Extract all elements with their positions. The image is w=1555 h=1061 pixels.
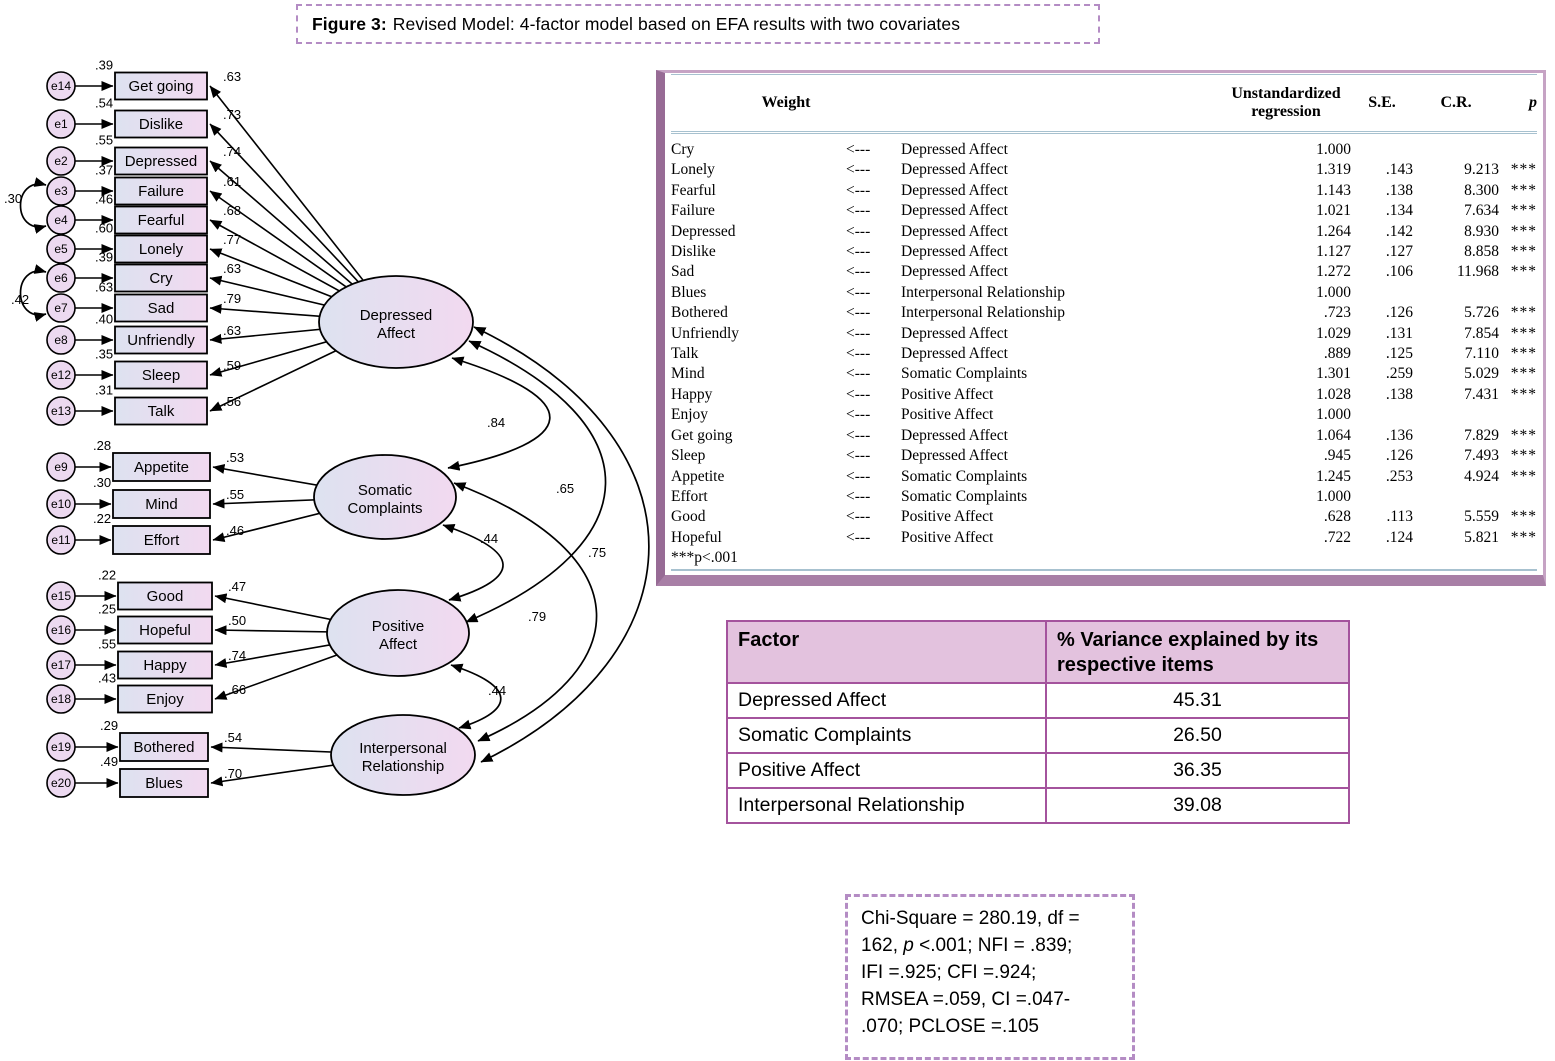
- regression-row: [671, 467, 1537, 487]
- figure-caption-label: Figure 3:: [312, 13, 387, 34]
- column-header-weight: Weight: [671, 75, 901, 133]
- cell-p: ***: [1510, 528, 1538, 546]
- cell-estimate: 1.021: [1316, 202, 1352, 220]
- cell-p: ***: [1510, 263, 1538, 281]
- figure-caption-text: Revised Model: 4-factor model based on EFA results with two covariates: [392, 13, 961, 34]
- cell-cr: 7.110: [1464, 345, 1500, 363]
- cell-cr: 11.968: [1456, 263, 1500, 281]
- standardized-loading: .53: [226, 450, 245, 465]
- cell-estimate: .889: [1323, 345, 1352, 363]
- regression-row: [671, 405, 1537, 425]
- cell-estimate: 1.064: [1316, 426, 1352, 444]
- cell-factor: Positive Affect: [901, 528, 994, 546]
- squared-multiple-correlation: .35: [95, 346, 114, 362]
- error-label: e13: [50, 404, 72, 418]
- cell-item: Blues: [671, 283, 707, 301]
- squared-multiple-correlation: .55: [98, 636, 117, 652]
- cell-item: Appetite: [671, 467, 725, 485]
- squared-multiple-correlation: .22: [93, 511, 112, 526]
- regression-row: [671, 426, 1537, 446]
- regression-row: [671, 303, 1537, 323]
- cell-factor: Depressed Affect: [901, 202, 1008, 220]
- error-label: e14: [50, 79, 72, 93]
- cell-item: Depressed: [671, 222, 736, 240]
- cell-estimate: .723: [1323, 304, 1352, 322]
- cell-cr: [1413, 405, 1499, 425]
- cell-variance-value: 39.08: [1046, 788, 1349, 823]
- indicator-label: Talk: [147, 403, 175, 420]
- squared-multiple-correlation: .39: [95, 57, 114, 73]
- cell-factor: Positive Affect: [901, 508, 994, 526]
- cell-item: Unfriendly: [671, 324, 740, 342]
- cell-item: Bothered: [671, 304, 728, 322]
- cell-cr: 4.924: [1464, 467, 1500, 485]
- cell-factor: Depressed Affect: [901, 243, 1008, 261]
- cell-cr: 7.634: [1464, 202, 1500, 220]
- cell-se: .113: [1386, 508, 1414, 526]
- cell-arrow: <---: [846, 141, 871, 158]
- indicator-label: Unfriendly: [127, 332, 195, 349]
- cell-item: Sleep: [671, 447, 706, 465]
- cell-variance-value: 26.50: [1046, 718, 1349, 753]
- standardized-loading: .79: [223, 291, 242, 306]
- cell-p: ***: [1510, 304, 1538, 322]
- standardized-loading: .54: [224, 730, 243, 745]
- cell-se: .138: [1385, 181, 1414, 199]
- error-label: e3: [54, 184, 68, 198]
- cell-item: Effort: [671, 487, 708, 505]
- variance-row: [727, 718, 1349, 753]
- cell-arrow: <---: [846, 222, 871, 240]
- standardized-loading: .46: [226, 523, 245, 538]
- standardized-loading: .59: [223, 358, 242, 373]
- cell-p: [1499, 405, 1537, 425]
- cell-cr: 7.431: [1464, 385, 1500, 403]
- cell-se: .126: [1385, 304, 1414, 322]
- factor-covariance-value: .84: [487, 415, 506, 430]
- squared-multiple-correlation: .40: [95, 311, 114, 327]
- cell-se: .253: [1385, 467, 1414, 485]
- cell-p: ***: [1510, 222, 1538, 240]
- regression-table-frame: [656, 70, 1546, 586]
- cell-item: Talk: [671, 345, 699, 363]
- error-label: e17: [50, 658, 72, 672]
- standardized-loading: .63: [223, 261, 242, 276]
- indicator-label: Hopeful: [139, 622, 191, 639]
- factor-covariance-arc: [454, 483, 597, 741]
- cell-arrow: <---: [846, 324, 871, 342]
- cell-estimate: 1.264: [1316, 222, 1352, 240]
- cell-estimate: 1.301: [1316, 365, 1352, 383]
- variance-column-percent: % Variance explained by its respective items: [1046, 621, 1349, 683]
- cell-item: Cry: [671, 141, 695, 158]
- cell-se: .125: [1385, 345, 1414, 363]
- cell-cr: [1413, 133, 1499, 161]
- cell-factor: Interpersonal Relationship: [901, 283, 1066, 301]
- standardized-loading: .56: [223, 394, 242, 409]
- cell-se: .143: [1385, 161, 1414, 179]
- indicator-label: Mind: [145, 496, 178, 513]
- cell-cr: 7.854: [1464, 324, 1500, 342]
- fit-statistics-line: Chi-Square = 280.19, df =: [861, 908, 1080, 929]
- regression-row: [671, 446, 1537, 466]
- standardized-loading: .66: [228, 682, 247, 697]
- indicator-label: Failure: [138, 183, 184, 200]
- cell-estimate: .945: [1323, 447, 1352, 465]
- cell-factor: Depressed Affect: [901, 141, 1008, 158]
- cell-se: .127: [1385, 243, 1414, 261]
- variance-header-row: [727, 621, 1349, 683]
- cell-item: Dislike: [671, 243, 716, 261]
- cell-item: Failure: [671, 202, 715, 220]
- cell-p: ***: [1510, 243, 1538, 261]
- cell-item: Lonely: [671, 161, 715, 179]
- error-label: e20: [50, 776, 72, 790]
- cell-arrow: <---: [846, 283, 871, 301]
- standardized-loading: .74: [223, 144, 242, 159]
- cell-se: [1351, 405, 1413, 425]
- cell-factor-name: Depressed Affect: [727, 683, 1046, 718]
- variance-explained-table: [726, 620, 1350, 824]
- column-header-cr: C.R.: [1413, 75, 1499, 133]
- fit-statistics-line: RMSEA =.059, CI =.047-: [861, 989, 1071, 1010]
- cell-se: .131: [1385, 324, 1414, 342]
- regression-row: [671, 507, 1537, 527]
- figure-caption: [296, 4, 1100, 44]
- cell-p: ***: [1510, 365, 1538, 383]
- cell-se: .126: [1385, 447, 1414, 465]
- cell-arrow: <---: [846, 181, 871, 199]
- squared-multiple-correlation: .37: [95, 162, 114, 178]
- standardized-loading: .74: [228, 648, 247, 663]
- regression-row: [671, 222, 1537, 242]
- fit-statistics-line: .070; PCLOSE =.105: [861, 1016, 1039, 1037]
- cell-arrow: <---: [846, 365, 871, 383]
- cell-se: .259: [1385, 365, 1414, 383]
- indicator-label: Depressed: [124, 153, 198, 170]
- fit-statistics-line: IFI =.925; CFI =.924;: [861, 962, 1037, 983]
- regression-row: [671, 385, 1537, 405]
- regression-row: [671, 242, 1537, 262]
- squared-multiple-correlation: .49: [100, 754, 119, 769]
- cell-factor-name: Positive Affect: [727, 753, 1046, 788]
- cell-arrow: <---: [846, 406, 871, 424]
- cell-factor: Somatic Complaints: [901, 467, 1028, 485]
- error-label: e9: [54, 460, 68, 474]
- cell-item: Good: [671, 508, 706, 526]
- error-label: e12: [50, 368, 72, 382]
- squared-multiple-correlation: .46: [95, 191, 114, 207]
- indicator-label: Get going: [128, 78, 194, 95]
- column-header-spacer: [901, 75, 1221, 133]
- cell-cr: 8.858: [1464, 243, 1500, 261]
- cell-arrow: <---: [846, 487, 871, 505]
- column-header-p: p: [1499, 75, 1537, 133]
- factor-covariance-arc: [466, 341, 606, 622]
- cell-p: ***: [1510, 467, 1538, 485]
- cell-p: [1499, 133, 1537, 161]
- indicator-label: Cry: [149, 270, 173, 287]
- error-label: e19: [50, 740, 72, 754]
- fit-statistics-box: [845, 894, 1135, 1060]
- indicator-label: Effort: [143, 532, 180, 549]
- indicator-label: Good: [146, 588, 184, 605]
- cell-factor: Depressed Affect: [901, 345, 1008, 363]
- cell-factor: Depressed Affect: [901, 426, 1008, 444]
- latent-label: Affect: [378, 636, 418, 653]
- squared-multiple-correlation: .39: [95, 249, 114, 265]
- standardized-loading: .68: [223, 203, 242, 218]
- indicator-label: Bothered: [133, 739, 195, 756]
- cell-se: .136: [1385, 426, 1414, 444]
- error-label: e4: [54, 213, 68, 227]
- squared-multiple-correlation: .63: [95, 279, 114, 295]
- cell-p: ***: [1510, 447, 1538, 465]
- cell-p: ***: [1510, 181, 1538, 199]
- factor-covariance-value: .75: [588, 545, 607, 560]
- squared-multiple-correlation: .43: [98, 670, 117, 686]
- variance-column-factor: Factor: [727, 621, 1046, 683]
- latent-label: Positive: [371, 618, 425, 635]
- cell-arrow: <---: [846, 304, 871, 322]
- standardized-loading: .77: [223, 232, 242, 247]
- cell-estimate: 1.000: [1316, 283, 1352, 301]
- cell-factor: Depressed Affect: [901, 161, 1008, 179]
- cell-cr: 7.493: [1464, 447, 1500, 465]
- regression-row: [671, 344, 1537, 364]
- cell-cr: 5.559: [1464, 508, 1500, 526]
- cell-se: .134: [1385, 202, 1414, 220]
- regression-row: [671, 201, 1537, 221]
- regression-row: [671, 487, 1537, 507]
- cell-p: ***: [1510, 426, 1538, 444]
- regression-row: [671, 324, 1537, 344]
- cell-estimate: 1.028: [1316, 385, 1352, 403]
- factor-covariance-value: .79: [528, 609, 547, 624]
- sem-path-diagram: [0, 45, 655, 835]
- factor-covariance-arc: [448, 358, 550, 468]
- cell-item: Fearful: [671, 181, 716, 199]
- cell-arrow: <---: [846, 528, 871, 546]
- cell-item: Enjoy: [671, 406, 709, 424]
- cell-factor: Depressed Affect: [901, 447, 1008, 465]
- cell-arrow: <---: [846, 263, 871, 281]
- cell-cr: 8.930: [1464, 222, 1500, 240]
- significance-footnote: ***p<.001: [671, 548, 1537, 569]
- cell-arrow: <---: [846, 447, 871, 465]
- cell-factor: Somatic Complaints: [901, 487, 1028, 505]
- cell-se: [1351, 283, 1413, 303]
- error-label: e16: [50, 623, 72, 637]
- squared-multiple-correlation: .22: [98, 567, 117, 583]
- cell-se: .124: [1385, 528, 1414, 546]
- cell-se: [1351, 133, 1413, 161]
- squared-multiple-correlation: .55: [95, 132, 114, 148]
- regression-footnote-row: [671, 548, 1537, 569]
- indicator-label: Lonely: [138, 241, 184, 258]
- cell-arrow: <---: [846, 467, 871, 485]
- cell-arrow: <---: [846, 385, 871, 403]
- cell-estimate: 1.000: [1316, 487, 1352, 505]
- cell-estimate: 1.029: [1316, 324, 1352, 342]
- standardized-loading: .55: [226, 487, 245, 502]
- cell-factor: Positive Affect: [901, 406, 994, 424]
- cell-item: Mind: [671, 365, 705, 383]
- column-header-unstandardized-regression: Unstandardized regression: [1221, 75, 1351, 133]
- variance-row: [727, 753, 1349, 788]
- cell-cr: [1413, 283, 1499, 303]
- cell-se: [1351, 487, 1413, 507]
- cell-item: Happy: [671, 385, 713, 403]
- cell-cr: 8.300: [1464, 181, 1500, 199]
- squared-multiple-correlation: .54: [95, 95, 114, 111]
- latent-label: Relationship: [361, 758, 445, 775]
- error-label: e5: [54, 242, 68, 256]
- factor-covariance-value: .44: [480, 531, 499, 546]
- error-label: e6: [54, 271, 68, 285]
- factor-covariance-value: .44: [488, 683, 507, 698]
- cell-arrow: <---: [846, 508, 871, 526]
- standardized-loading: .47: [228, 579, 247, 594]
- cell-factor: Depressed Affect: [901, 181, 1008, 199]
- error-label: e11: [51, 533, 71, 547]
- squared-multiple-correlation: .28: [93, 438, 112, 453]
- factor-covariance-value: .65: [556, 481, 575, 496]
- cell-estimate: 1.127: [1316, 243, 1352, 261]
- regression-row: [671, 181, 1537, 201]
- cell-item: Get going: [671, 426, 733, 444]
- cell-item: Hopeful: [671, 528, 722, 546]
- latent-label: Depressed: [359, 307, 433, 324]
- cell-estimate: 1.000: [1316, 141, 1352, 158]
- error-label: e1: [54, 117, 68, 131]
- indicator-label: Dislike: [138, 116, 184, 133]
- standardized-loading: .70: [224, 766, 243, 781]
- squared-multiple-correlation: .31: [95, 382, 114, 398]
- variance-row: [727, 683, 1349, 718]
- regression-row: [671, 364, 1537, 384]
- cell-estimate: 1.319: [1316, 161, 1352, 179]
- cell-item: Sad: [671, 263, 695, 281]
- cell-factor: Depressed Affect: [901, 324, 1008, 342]
- squared-multiple-correlation: .30: [93, 475, 112, 490]
- squared-multiple-correlation: .29: [100, 718, 119, 733]
- cell-p: ***: [1510, 161, 1538, 179]
- regression-header-row: [671, 75, 1537, 133]
- cell-arrow: <---: [846, 426, 871, 444]
- variance-row: [727, 788, 1349, 823]
- cell-estimate: 1.245: [1316, 467, 1352, 485]
- cell-estimate: 1.000: [1316, 406, 1352, 424]
- cell-factor: Depressed Affect: [901, 222, 1008, 240]
- indicator-label: Happy: [143, 657, 187, 674]
- cell-factor: Positive Affect: [901, 385, 994, 403]
- error-label: e2: [54, 154, 68, 168]
- latent-label: Interpersonal: [359, 740, 447, 757]
- column-header-se: S.E.: [1351, 75, 1413, 133]
- cell-estimate: .722: [1323, 528, 1352, 546]
- cell-arrow: <---: [846, 243, 871, 261]
- standardized-loading: .61: [223, 174, 242, 189]
- indicator-label: Appetite: [133, 459, 190, 476]
- cell-cr: 5.029: [1464, 365, 1500, 383]
- cell-cr: 5.726: [1464, 304, 1500, 322]
- cell-se: .138: [1385, 385, 1414, 403]
- cell-estimate: 1.272: [1316, 263, 1352, 281]
- standardized-loading: .63: [223, 69, 242, 84]
- regression-row: [671, 528, 1537, 548]
- cell-p: [1499, 487, 1537, 507]
- cell-cr: 5.821: [1464, 528, 1500, 546]
- regression-row: [671, 160, 1537, 180]
- cell-p: ***: [1510, 202, 1538, 220]
- cell-p: ***: [1510, 345, 1538, 363]
- latent-label: Complaints: [347, 500, 423, 517]
- indicator-label: Sad: [147, 300, 175, 317]
- latent-label: Somatic: [357, 482, 413, 499]
- error-covariance-value: .42: [11, 292, 30, 307]
- cell-factor: Depressed Affect: [901, 263, 1008, 281]
- indicator-label: Enjoy: [146, 691, 184, 708]
- regression-weights-table: [671, 74, 1537, 571]
- cell-cr: [1413, 487, 1499, 507]
- standardized-loading: .73: [223, 107, 242, 122]
- cell-cr: 9.213: [1464, 161, 1500, 179]
- indicator-label: Blues: [145, 775, 183, 792]
- error-label: e18: [50, 692, 72, 706]
- regression-row: [671, 262, 1537, 282]
- cell-se: .142: [1385, 222, 1414, 240]
- cell-factor: Interpersonal Relationship: [901, 304, 1066, 322]
- cell-arrow: <---: [846, 345, 871, 363]
- error-label: e7: [54, 301, 68, 315]
- regression-row: [671, 133, 1537, 161]
- error-covariance-arc: [21, 184, 47, 227]
- indicator-label: Fearful: [137, 212, 185, 229]
- cell-factor: Somatic Complaints: [901, 365, 1028, 383]
- error-label: e10: [50, 497, 72, 511]
- cell-p: ***: [1510, 324, 1538, 342]
- indicator-label: Sleep: [141, 367, 181, 384]
- cell-p: ***: [1510, 508, 1538, 526]
- standardized-loading: .50: [228, 613, 247, 628]
- fit-statistics-line: 162, p <.001; NFI = .839;: [861, 935, 1073, 956]
- squared-multiple-correlation: .60: [95, 220, 114, 236]
- cell-cr: 7.829: [1464, 426, 1500, 444]
- cell-p: ***: [1510, 385, 1538, 403]
- standardized-loading: .63: [223, 323, 242, 338]
- cell-variance-value: 36.35: [1046, 753, 1349, 788]
- error-label: e8: [54, 333, 68, 347]
- cell-estimate: .628: [1323, 508, 1352, 526]
- error-label: e15: [50, 589, 72, 603]
- cell-arrow: <---: [846, 202, 871, 220]
- cell-arrow: <---: [846, 161, 871, 179]
- latent-label: Affect: [376, 325, 416, 342]
- cell-factor-name: Interpersonal Relationship: [727, 788, 1046, 823]
- regression-row: [671, 283, 1537, 303]
- squared-multiple-correlation: .25: [98, 601, 117, 617]
- cell-factor-name: Somatic Complaints: [727, 718, 1046, 753]
- cell-estimate: 1.143: [1316, 181, 1352, 199]
- cell-se: .106: [1385, 263, 1414, 281]
- cell-variance-value: 45.31: [1046, 683, 1349, 718]
- error-covariance-value: .30: [4, 191, 23, 206]
- cell-p: [1499, 283, 1537, 303]
